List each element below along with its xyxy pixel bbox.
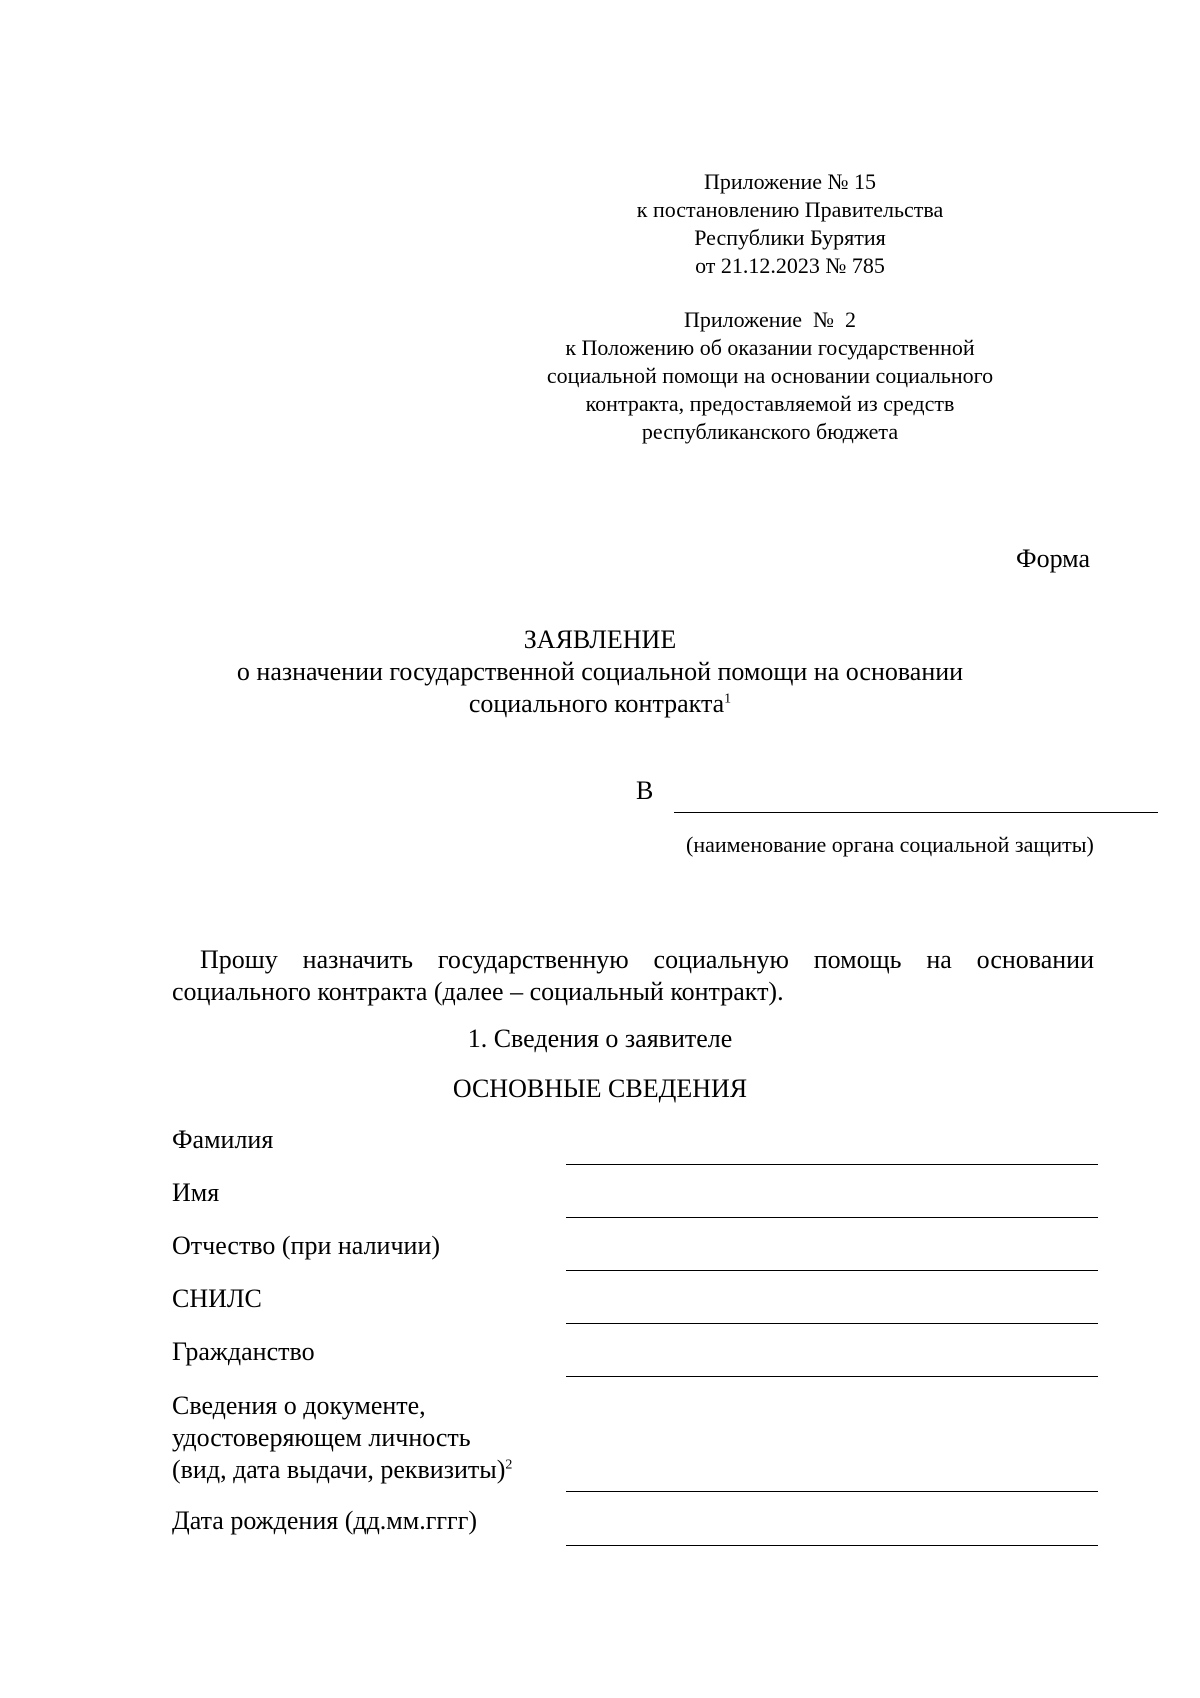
citizenship-field[interactable] bbox=[566, 1376, 1098, 1377]
appendix-2-line1: Приложение № 2 bbox=[683, 307, 857, 332]
id-document-label bbox=[172, 1390, 512, 1486]
id-document-label-line3-wrap bbox=[172, 1454, 512, 1486]
appendix-15-header bbox=[520, 168, 1060, 280]
appendix-15-line3: Республики Бурятия bbox=[694, 225, 886, 250]
recipient-caption: (наименование органа социальной защиты) bbox=[686, 832, 1094, 857]
patronymic-field[interactable] bbox=[566, 1270, 1098, 1271]
document-title bbox=[150, 624, 1050, 720]
name-field[interactable] bbox=[566, 1217, 1098, 1218]
birth-date-label: Дата рождения (дд.мм.гггг) bbox=[172, 1506, 478, 1535]
form-label: Форма bbox=[1016, 544, 1090, 573]
id-document-field[interactable] bbox=[566, 1491, 1098, 1492]
footnote-mark-2: 2 bbox=[505, 1457, 513, 1473]
snils-field[interactable] bbox=[566, 1323, 1098, 1324]
appendix-2-line2: к Положению об оказании государственной bbox=[565, 335, 975, 360]
patronymic-label: Отчество (при наличии) bbox=[172, 1231, 441, 1260]
intro-paragraph: Прошу назначить государственную социальную помощь на основании социального контракта (далее – социальный контракт). bbox=[172, 945, 1094, 1006]
citizenship-label: Гражданство bbox=[172, 1337, 315, 1366]
surname-label: Фамилия bbox=[172, 1125, 274, 1154]
name-label: Имя bbox=[172, 1178, 220, 1207]
footnote-mark-1: 1 bbox=[724, 691, 732, 707]
title-line1: ЗАЯВЛЕНИЕ bbox=[523, 625, 677, 654]
id-document-label-line1: Сведения о документе, bbox=[172, 1391, 426, 1420]
appendix-2-header bbox=[480, 306, 1060, 446]
appendix-15-line1: Приложение № 15 bbox=[703, 169, 877, 194]
birth-date-field[interactable] bbox=[566, 1545, 1098, 1546]
title-line2: о назначении государственной социальной помощи на основании bbox=[236, 657, 964, 686]
title-line3-wrap bbox=[150, 688, 1050, 720]
appendix-15-line4: от 21.12.2023 № 785 bbox=[695, 253, 885, 278]
id-document-label-line2: удостоверяющем личность bbox=[172, 1423, 471, 1452]
section1-heading: 1. Сведения о заявителе bbox=[467, 1024, 733, 1053]
appendix-2-line5: республиканского бюджета bbox=[641, 419, 899, 444]
appendix-2-line3: социальной помощи на основании социального bbox=[546, 363, 994, 388]
recipient-authority-field[interactable] bbox=[674, 812, 1158, 813]
basic-info-heading: ОСНОВНЫЕ СВЕДЕНИЯ bbox=[452, 1074, 748, 1103]
appendix-2-line4: контракта, предоставляемой из средств bbox=[585, 391, 955, 416]
recipient-prefix: В bbox=[636, 776, 654, 805]
snils-label: СНИЛС bbox=[172, 1284, 262, 1313]
id-document-label-line3: (вид, дата выдачи, реквизиты) bbox=[172, 1455, 506, 1484]
surname-field[interactable] bbox=[566, 1164, 1098, 1165]
appendix-15-line2: к постановлению Правительства bbox=[636, 197, 944, 222]
title-line3: социального контракта bbox=[468, 689, 725, 718]
